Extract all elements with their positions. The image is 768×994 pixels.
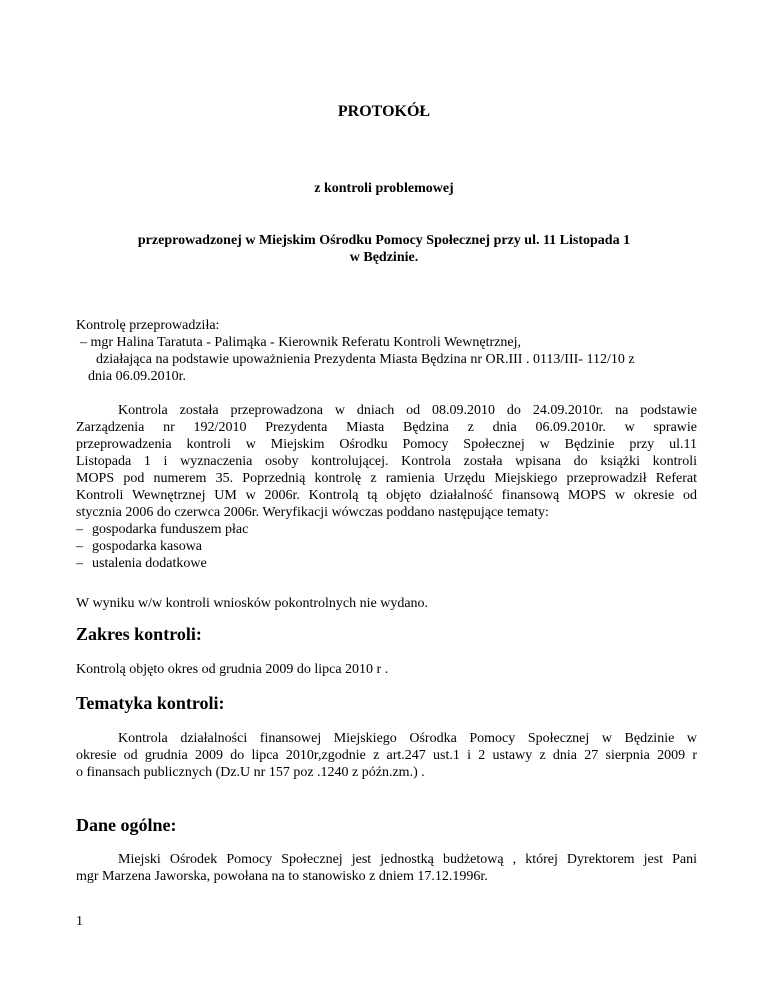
paragraph-line: Kontrola działalności finansowej Miejskiego Ośrodka Pomocy Społecznej w Będzinie w: [118, 731, 697, 746]
location-line: w Będzinie.: [349, 250, 419, 265]
inspection-location: [60, 232, 708, 266]
intro-paragraph: [76, 402, 697, 572]
controller-authorization: działająca na podstawie upoważnienia Prezydenta Miasta Będzina nr OR.III . 0113/III- 112/10 z: [96, 352, 635, 367]
topic-heading: Tematyka kontroli:: [76, 693, 225, 713]
paragraph-line: Miejski Ośrodek Pomocy Społecznej jest jednostką budżetową , której Dyrektorem jest Pani: [118, 852, 697, 867]
list-item: – gospodarka funduszem płac: [76, 522, 249, 537]
conclusion-text: W wyniku w/w kontroli wniosków pokontrolnych nie wydano.: [76, 596, 429, 611]
paragraph-line: Listopada 1 i wyznaczenia osoby kontrolującej. Kontrola została wpisana do książki kontroli: [76, 454, 697, 469]
controller-label: Kontrolę przeprowadziła:: [76, 318, 220, 333]
list-item: – ustalenia dodatkowe: [76, 556, 207, 571]
paragraph-line: Zarządzenia nr 192/2010 Prezydenta Miasta Będzina z dnia 06.09.2010r. w sprawie: [76, 420, 697, 435]
topic-paragraph: [76, 730, 697, 781]
paragraph-line: Kontroli Wewnętrznej UM w 2006r. Kontrolą tą objęto działalność finansową MOPS w okresie od: [76, 488, 697, 503]
scope-text: Kontrolą objęto okres od grudnia 2009 do lipca 2010 r .: [76, 662, 389, 677]
paragraph-line: Kontrola została przeprowadzona w dniach od 08.09.2010 do 24.09.2010r. na podstawie: [118, 403, 697, 418]
list-item: – gospodarka kasowa: [76, 539, 203, 554]
scope-heading: Zakres kontroli:: [76, 624, 202, 644]
document-subtitle: z kontroli problemowej: [314, 181, 454, 196]
controller-section: [76, 317, 706, 385]
paragraph-line: okresie od grudnia 2009 do lipca 2010r,zgodnie z art.247 ust.1 i 2 ustawy z dnia 27 sierpnia 2009 r: [76, 748, 697, 763]
page-title: PROTOKÓŁ: [337, 103, 431, 120]
controller-authorization-date: dnia 06.09.2010r.: [88, 369, 186, 384]
location-line: przeprowadzonej w Miejskim Ośrodku Pomocy Społecznej przy ul. 11 Listopada 1: [137, 233, 631, 248]
paragraph-line: o finansach publicznych (Dz.U nr 157 poz .1240 z późn.zm.) .: [76, 765, 425, 780]
paragraph-line: MOPS pod numerem 35. Poprzednią kontrolę z ramienia Urzędu Miejskiego przeprowadził Referat: [76, 471, 697, 486]
page-number: 1: [76, 914, 83, 929]
paragraph-line: mgr Marzena Jaworska, powołana na to stanowisko z dniem 17.12.1996r.: [76, 869, 488, 884]
controller-person: – mgr Halina Taratuta - Palimąka - Kierownik Referatu Kontroli Wewnętrznej,: [80, 335, 521, 350]
general-heading: Dane ogólne:: [76, 815, 177, 835]
paragraph-line: stycznia 2006 do czerwca 2006r. Weryfikacji wówczas poddano następujące tematy:: [76, 505, 549, 520]
paragraph-line: przeprowadzenia kontroli w Miejskim Ośrodku Pomocy Społecznej w Będzinie przy ul.11: [76, 437, 697, 452]
general-paragraph: [76, 851, 697, 885]
